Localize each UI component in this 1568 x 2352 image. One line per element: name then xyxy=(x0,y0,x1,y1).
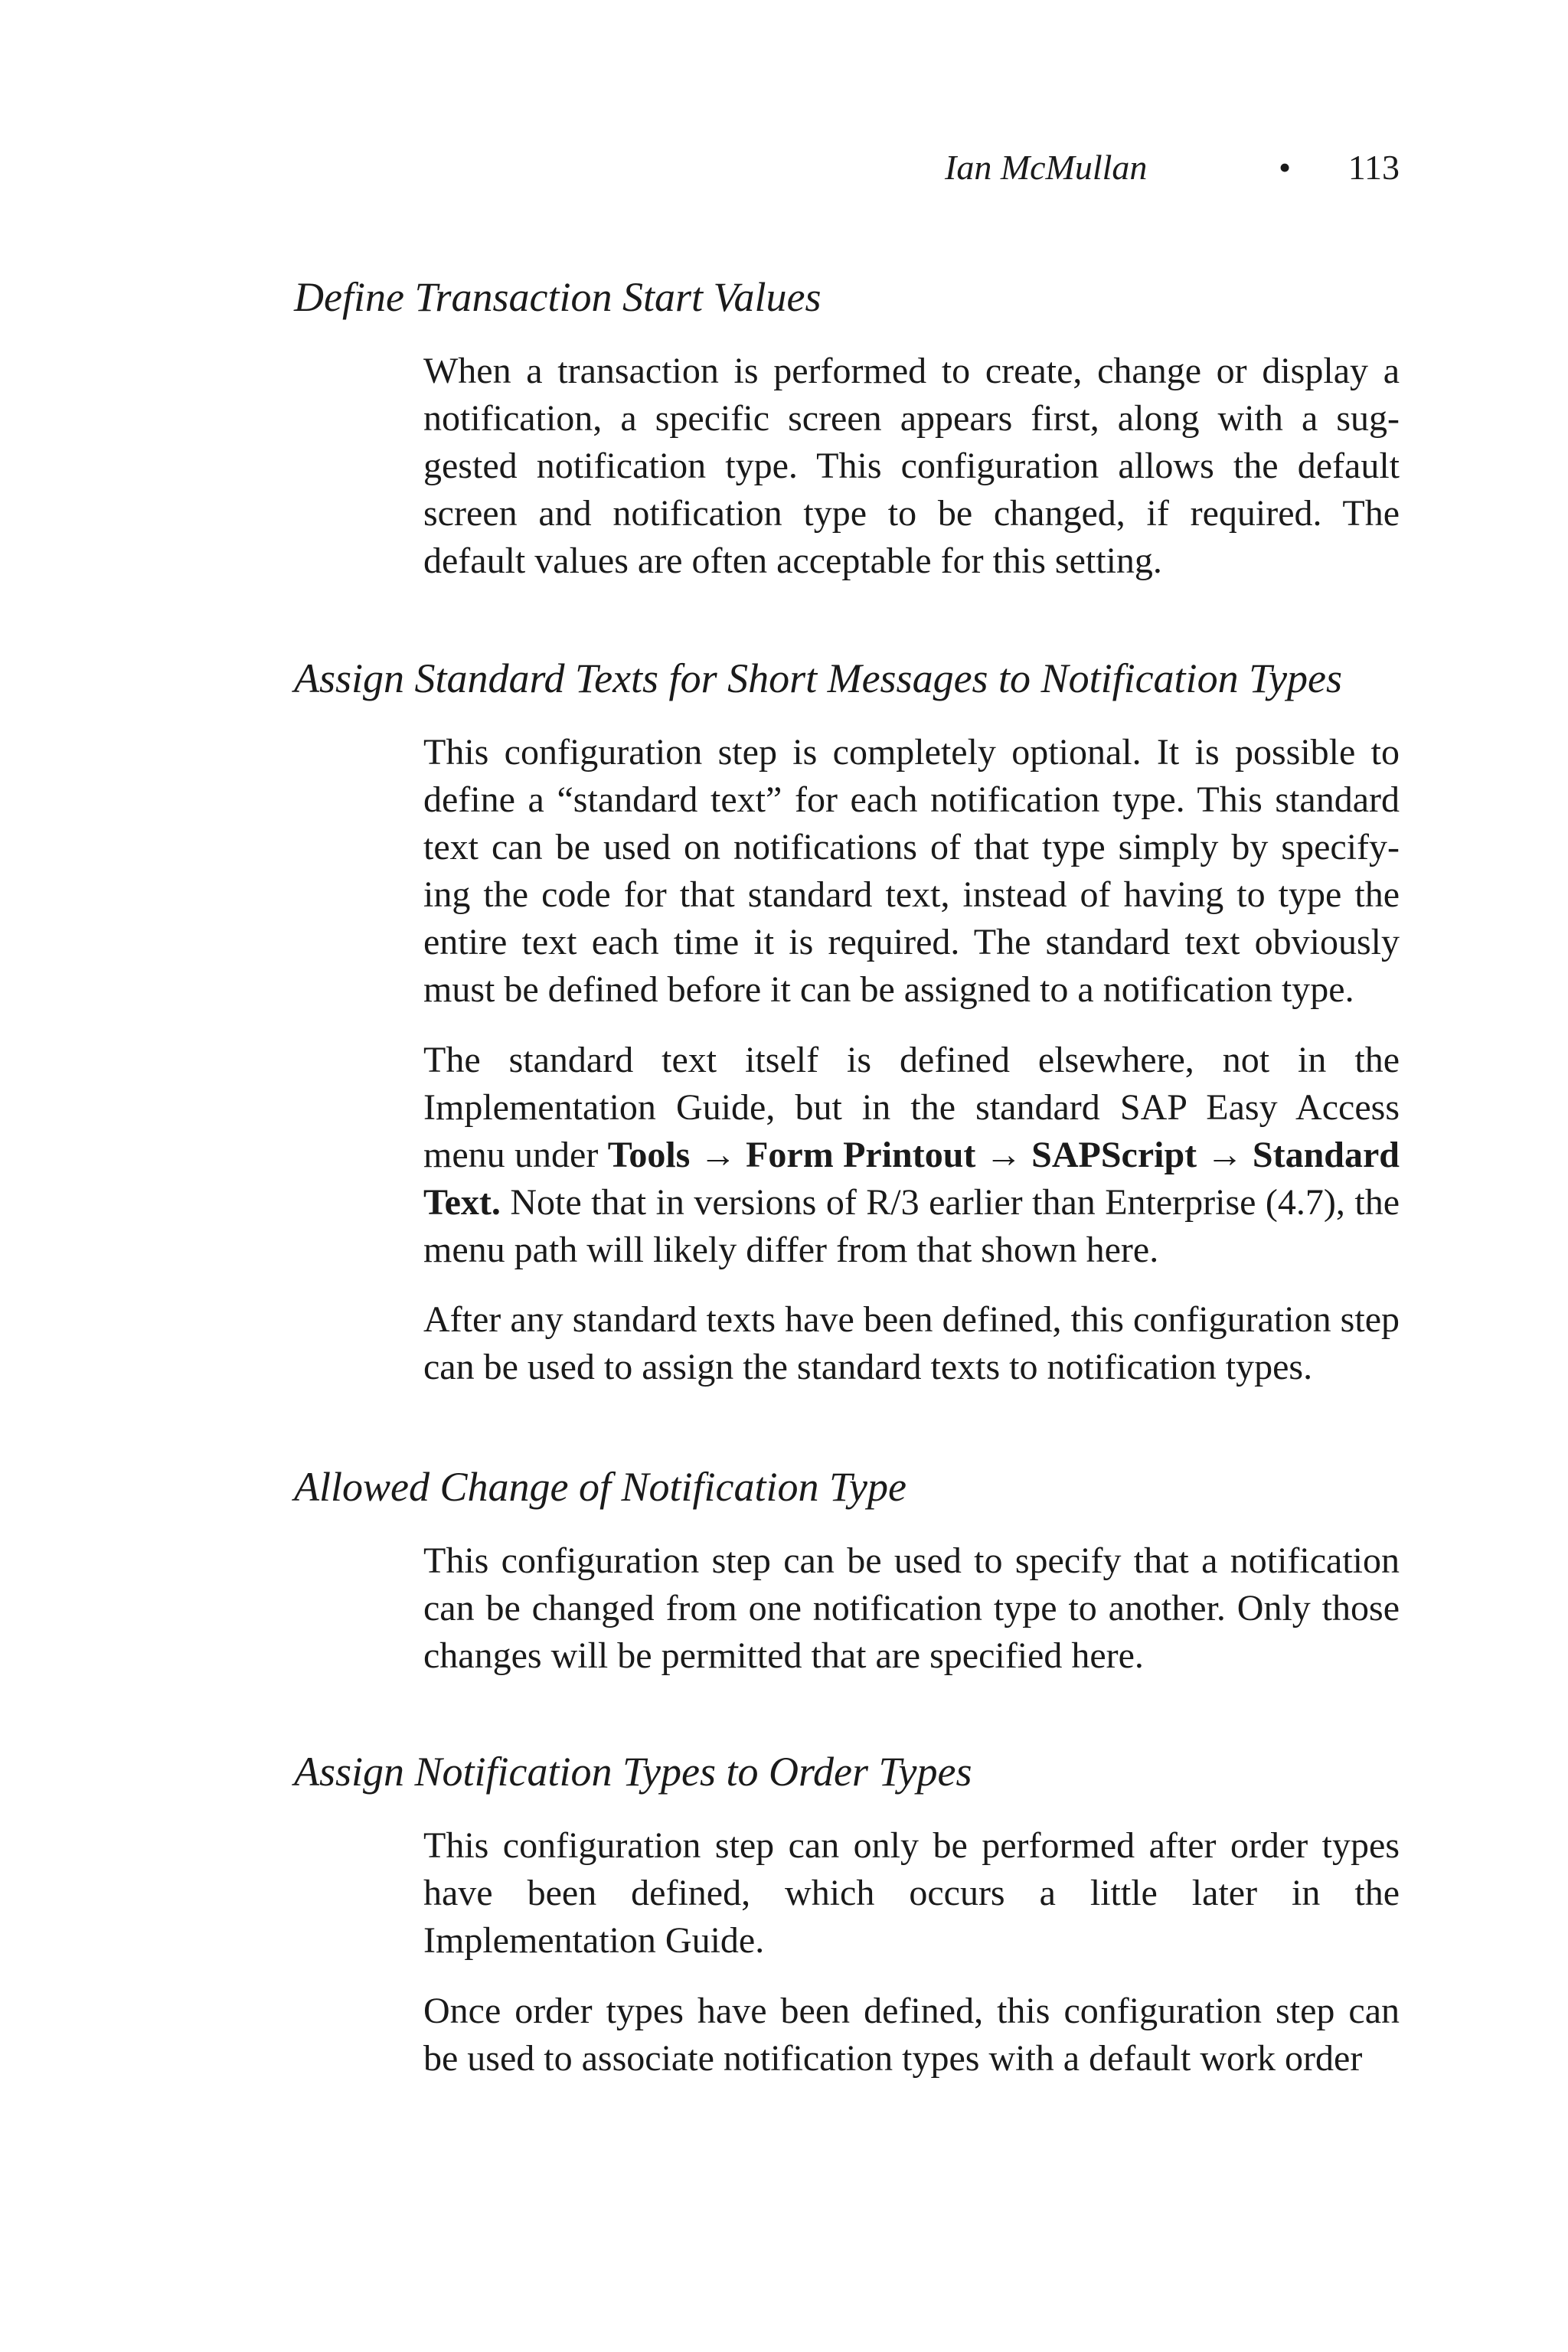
paragraph: This configuration step can be used to specify that a notification can be changed from one notification type to another. Only those changes will be permitted that are specified here. xyxy=(423,1540,1400,1676)
paragraph: This configuration step is completely optional. It is possible to define a “standard text” for each notification type. This standard text can be used on notifications of that type simply by specify-ing the code for that standard text, instead of having to type the entire text each time it is required. The standard text obviously must be defined before it can be assigned to a notification type. xyxy=(423,732,1400,1010)
section-heading: Assign Notification Types to Order Types xyxy=(294,1749,972,1795)
running-header-author: Ian McMullan xyxy=(945,148,1148,187)
menu-path: Tools → Form Printout → SAPScript → Standard Text. xyxy=(423,1135,1400,1223)
paragraph-text: Note that in versions of R/3 earlier than Enterprise (4.7), the menu path will likely differ from that shown here. xyxy=(423,1182,1400,1270)
page-header xyxy=(945,147,1400,201)
paragraph: This configuration step can only be performed after order types have been defined, which occurs a little later in the Implementation Guide. xyxy=(423,1825,1400,1961)
paragraph: Once order types have been defined, this configuration step can be used to associate notification types with a default work order xyxy=(423,1991,1400,2079)
page-number: 113 xyxy=(1348,148,1400,187)
section-heading: Allowed Change of Notification Type xyxy=(294,1464,906,1510)
paragraph xyxy=(423,1037,1400,1274)
header-bullet: • xyxy=(1279,148,1292,187)
paragraph-text: The standard text itself is defined elsewhere, not in the Implementation Guide, but in the standard SAP Easy Access menu under xyxy=(423,1040,1400,1175)
section-heading: Define Transaction Start Values xyxy=(294,274,822,320)
section-heading: Assign Standard Texts for Short Messages to Notification Types xyxy=(294,655,1343,701)
paragraph: When a transaction is performed to create, change or display a notification, a specific screen appears first, along with a sug-gested notification type. This configuration allows the default screen and notification type to be changed, if required. The default values are often acceptable for this setting. xyxy=(423,351,1400,581)
paragraph: After any standard texts have been defined, this configuration step can be used to assign the standard texts to notification types. xyxy=(423,1299,1400,1387)
